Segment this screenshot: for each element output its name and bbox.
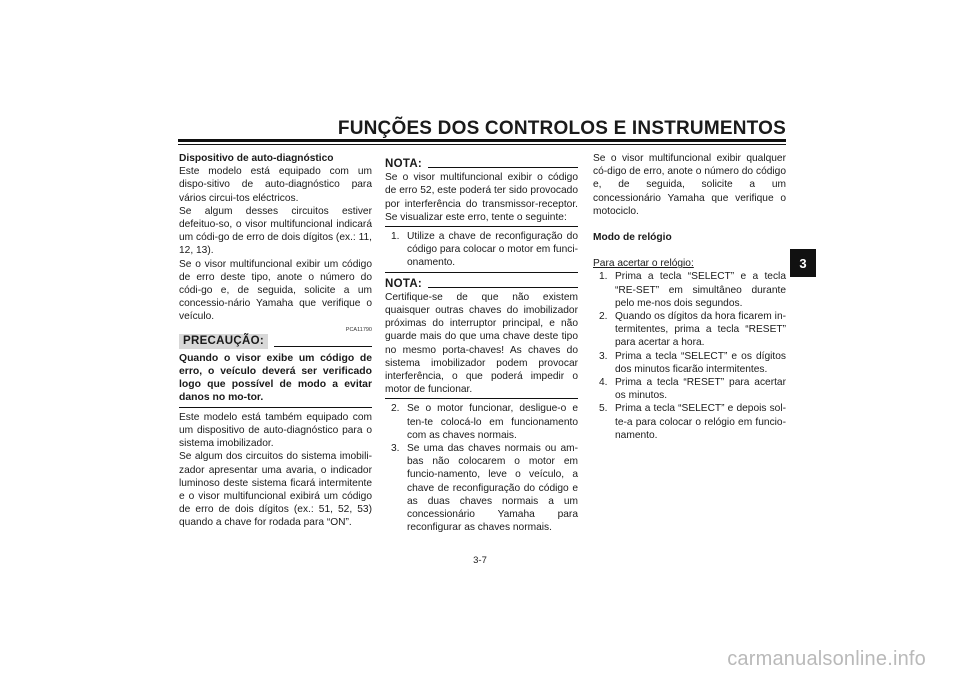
reference-code: PCA11790 [345,326,372,333]
page-title: FUNÇÕES DOS CONTROLOS E INSTRUMENTOS [337,118,786,139]
column-2 [385,152,578,534]
title-rule-thin [178,144,786,145]
paragraph: Se o visor multifuncional exibir um código de erro deste tipo, anote o número do códi-go e, de seguida, solicite a um concessio-nário Yamaha que verifique o veículo. [179,258,372,323]
list-item [593,310,786,350]
watermark: carmanualsonline.info [727,648,926,670]
list-item [593,270,786,310]
note-divider [428,167,578,168]
paragraph: Se algum dos circuitos do sistema imobili-zador apresentar uma avaria, o indicador luminoso deste sistema ficará intermitente e o visor multifuncional exibirá um código de erro de dois dígitos (ex.: 51, 52, 53) quando a chave for rodada para “ON”. [179,451,372,529]
list-number: 1. [391,231,400,243]
note-label: NOTA: [385,158,423,170]
note-header [385,278,578,291]
paragraph: Se o visor multifuncional exibir qualquer có-digo de erro, anote o número do código e, de seguida, solicite a um concessionário Yamaha que verifique o motociclo. [593,153,786,217]
caution-divider [274,346,372,347]
list-item [385,402,578,442]
section-heading-diagnostic: Dispositivo de auto-diagnóstico [179,153,334,164]
list-text: Se uma das chaves normais ou am-bas não colocarem o motor em funcio-namento, leve o veículo, a chave de reconfiguração do código e as duas chaves normais a um concessionário Yamaha para reconfigurar as chaves normais. [407,443,578,534]
paragraph: Se algum desses circuitos estiver defeituo-so, o visor multifuncional indicará um códi-go de erro de dois dígitos (ex.: 11, 12, 13). [179,205,372,257]
note-header [385,158,578,171]
column-3 [593,152,786,442]
list-item [593,376,786,402]
caution-text: Quando o visor exibe um código de erro, o veículo deverá ser verificado logo que possível de modo a evitar danos no mo-tor. [179,352,372,408]
column-1 [179,152,372,530]
list-text: Utilize a chave de reconfiguração do código para colocar o motor em funci-onamento. [407,231,579,269]
list-item [385,230,578,270]
caution-label: PRECAUÇÃO: [179,334,268,349]
section-heading-clock: Modo de relógio [593,232,672,244]
title-rule-thick [178,139,786,142]
note-list [385,230,578,273]
list-number: 5. [599,403,608,415]
list-number: 1. [599,271,608,283]
note-text: Se o visor multifuncional exibir o código de erro 52, este poderá ter sido provocado por interferência do transmissor-receptor. Se visualizar este erro, tente o seguinte: [385,171,578,227]
subheading: Para acertar o relógio: [593,258,694,270]
chapter-tab[interactable]: 3 [790,249,816,277]
list-text: Se o motor funcionar, desligue-o e ten-te colocá-lo em funcionamento com as chaves normais. [407,403,578,441]
list-item [593,350,786,376]
list-number: 4. [599,377,608,389]
list-number: 3. [599,350,608,362]
list-text: Prima a tecla “SELECT” e a tecla “RE-SET” em simultâneo durante pelo me-nos dois segundos. [615,271,786,309]
list-number: 2. [599,311,608,323]
page-number: 3-7 [473,555,487,566]
list-text: Prima a tecla “SELECT” e depois sol-te-a para colocar o relógio em funcio-namento. [615,403,786,441]
list-text: Quando os dígitos da hora ficarem in-termitentes, prima a tecla “RESET” para acertar a hora. [615,311,786,349]
paragraph: Este modelo está equipado com um dispo-sitivo de auto-diagnóstico para vários circui-tos eléctricos. [179,166,372,204]
list-number: 2. [391,403,400,415]
list-item [385,442,578,534]
list-text: Prima a tecla “SELECT” e os dígitos dos minutos ficarão intermitentes. [615,350,786,375]
steps-list [593,270,786,442]
note-divider [428,287,578,288]
list-item [593,402,786,442]
caution-header [179,334,372,349]
note-label: NOTA: [385,277,423,290]
list-text: Prima a tecla “RESET” para acertar os minutos. [615,377,786,402]
note-text: Certifique-se de que não existem quaisquer outras chaves do imobilizador próximas do interruptor principal, e não guarde mais do que uma chave deste tipo no mesmo porta-chaves! As chaves do sistema imobilizador podem provocar interferência, o que poderá impedir o motor de funcionar. [385,291,578,400]
list-number: 3. [391,443,400,455]
steps-list [385,402,578,534]
paragraph: Este modelo está também equipado com um dispositivo de auto-diagnóstico para o sistema imobilizador. [179,411,372,450]
